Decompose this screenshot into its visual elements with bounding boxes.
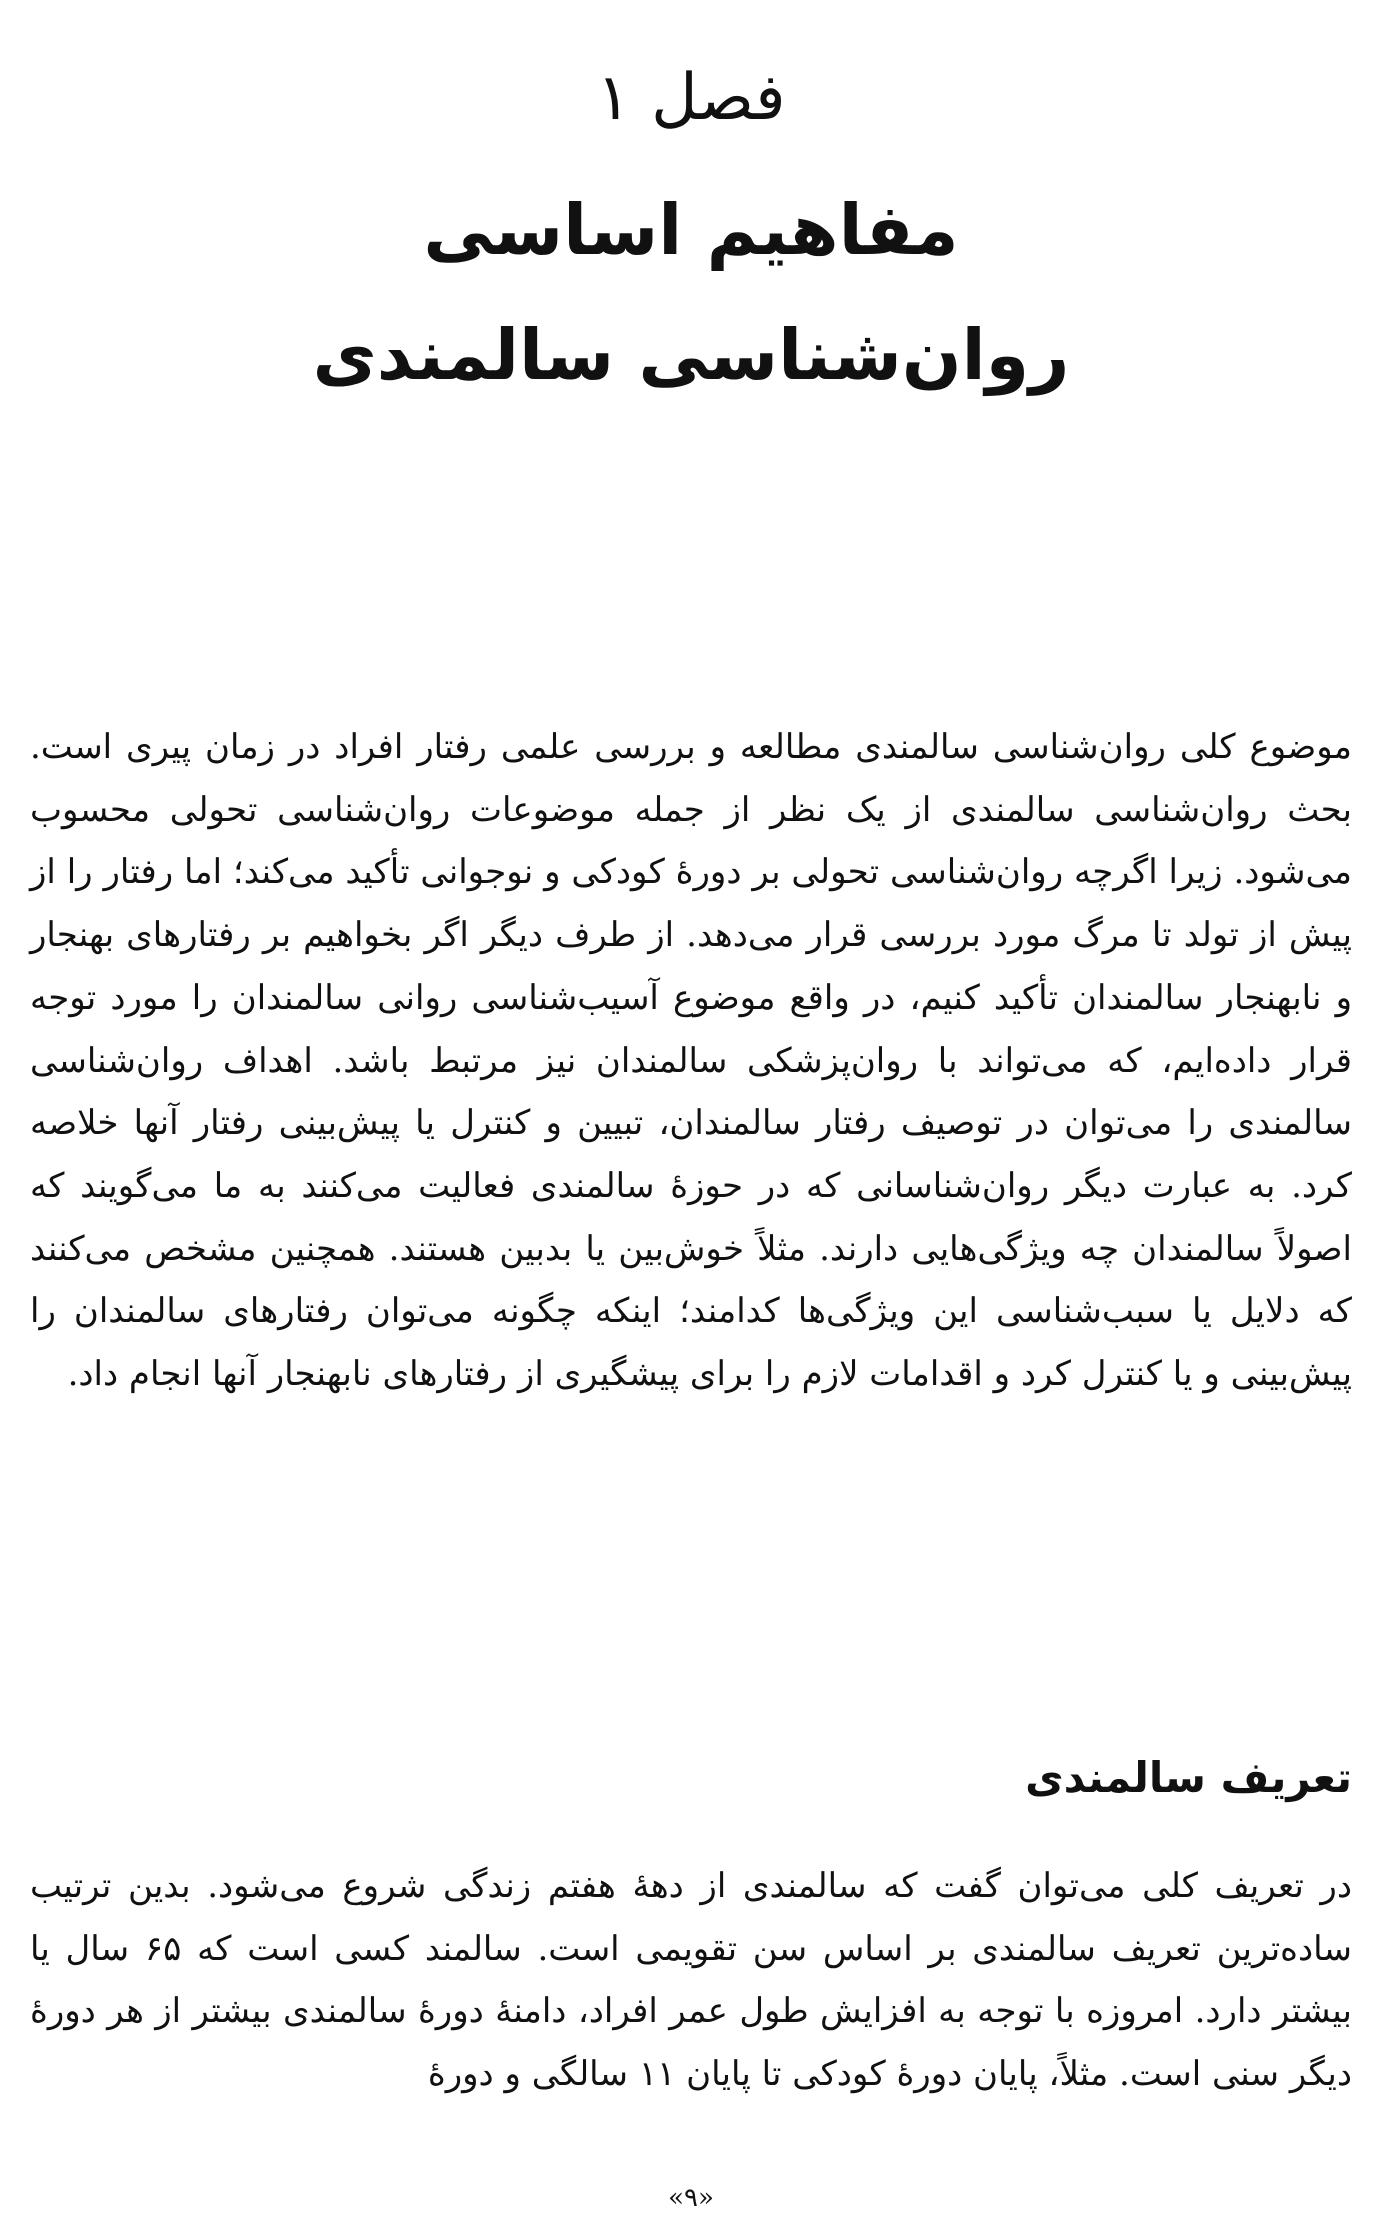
intro-paragraph: موضوع کلی روان‌شناسی سالمندی مطالعه و بررسی علمی رفتار افراد در زمان پیری است. بحث روان‌شناسی سالمندی از یک نظر از جمله موضوعات روان‌شناسی تحولی محسوب می‌شود. زیرا اگرچه روان‌شناسی تحولی بر دورهٔ کودکی و نوجوانی تأکید می‌کند؛ اما رفتار را از پیش از تولد تا مرگ مورد بررسی قرار می‌دهد. از طرف دیگر اگر بخواهیم بر رفتارهای بهنجار و نابهنجار سالمندان تأکید کنیم، در واقع موضوع آسیب‌شناسی روانی سالمندان را مورد توجه قرار داده‌ایم، که می‌تواند با روان‌پزشکی سالمندان نیز مرتبط باشد. اهداف روان‌شناسی سالمندی را می‌توان در توصیف رفتار سالمندان، تبیین و کنترل یا پیش‌بینی رفتار آنها خلاصه کرد. به عبارت دیگر روان‌شناسانی که در حوزهٔ سالمندی فعالیت می‌کنند به ما می‌گویند که اصولاً سالمندان چه ویژگی‌هایی دارند. مثلاً خوش‌بین یا بدبین هستند. همچنین مشخص می‌کنند که دلایل یا سبب‌شناسی این ویژگی‌ها کدامند؛ اینکه چگونه می‌توان رفتارهای سالمندان را پیش‌بینی و یا کنترل کرد و اقدامات لازم را برای پیشگیری از رفتارهای نابهنجار آنها انجام داد.: [30, 727, 1352, 1395]
chapter-title-line-1: مفاهیم اساسی: [423, 189, 959, 271]
chapter-title-line-2: روان‌شناسی سالمندی: [312, 314, 1070, 396]
chapter-label: فصل ۱: [596, 61, 786, 135]
definition-paragraph: در تعریف کلی می‌توان گفت که سالمندی از دههٔ هفتم زندگی شروع می‌شود. بدین ترتیب ساده‌ترین تعریف سالمندی بر اساس سن تقویمی است. سالمند کسی است که ۶۵ سال یا بیشتر دارد. امروزه با توجه به افزایش طول عمر افراد، دامنهٔ دورهٔ سالمندی بیشتر از هر دورهٔ دیگر سنی است. مثلاً، پایان دورهٔ کودکی تا پایان ۱۱ سالگی و دورهٔ: [30, 1866, 1352, 2095]
section-heading: تعریف سالمندی: [1025, 1753, 1352, 1802]
page-number: «۹»: [668, 2183, 714, 2213]
